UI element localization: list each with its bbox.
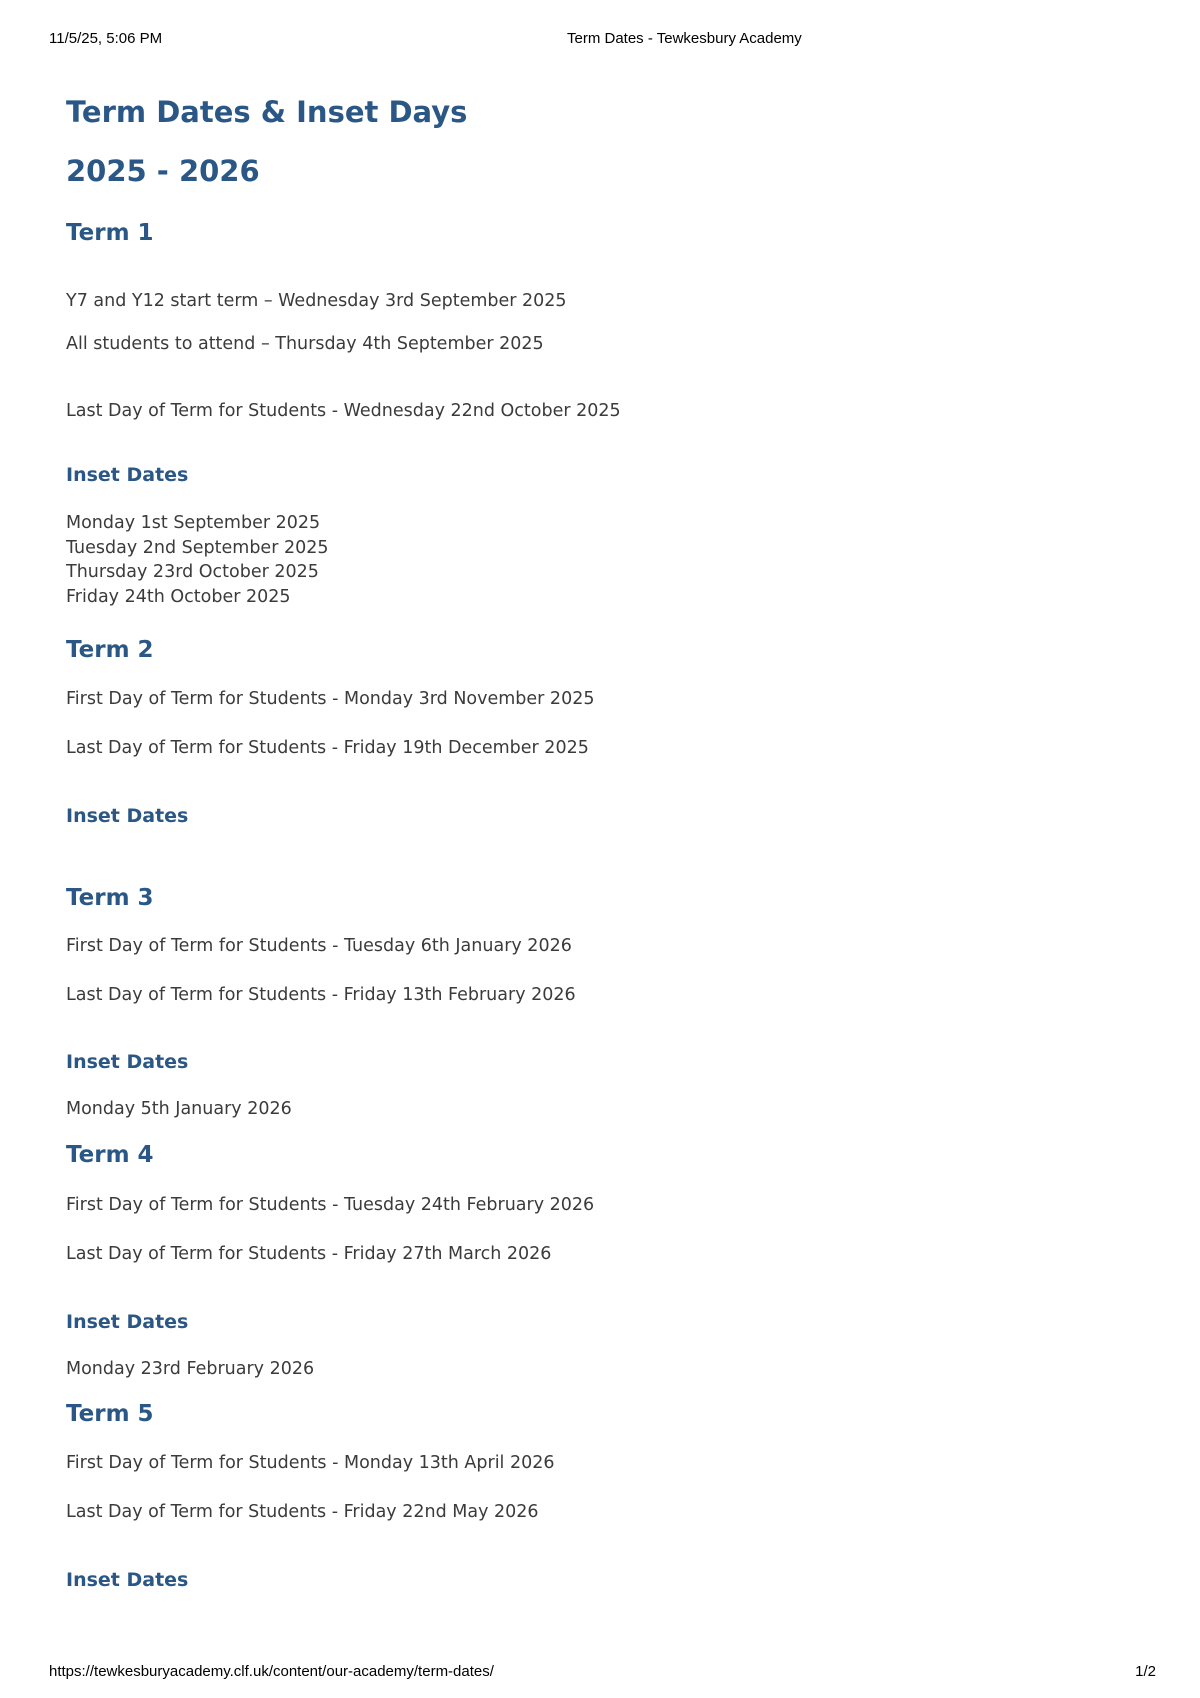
term-3-line: First Day of Term for Students - Tuesday 6th January 2026 bbox=[66, 936, 572, 956]
inset-date: Friday 24th October 2025 bbox=[66, 586, 291, 607]
term-1-inset-heading: Inset Dates bbox=[66, 464, 189, 486]
term-3-inset-dates bbox=[66, 1097, 1146, 1122]
term-2-line: First Day of Term for Students - Monday 3rd November 2025 bbox=[66, 689, 595, 709]
term-5-section bbox=[66, 1398, 1146, 1594]
term-5-line: Last Day of Term for Students - Friday 22nd May 2026 bbox=[66, 1502, 539, 1522]
term-4-line: First Day of Term for Students - Tuesday 24th February 2026 bbox=[66, 1194, 595, 1215]
inset-date: Tuesday 2nd September 2025 bbox=[66, 537, 329, 558]
term-4-inset-heading: Inset Dates bbox=[66, 1310, 189, 1333]
term-3-heading: Term 3 bbox=[66, 885, 154, 911]
term-3-line: Last Day of Term for Students - Friday 13th February 2026 bbox=[66, 985, 576, 1005]
term-5-line: First Day of Term for Students - Monday 13th April 2026 bbox=[66, 1453, 555, 1473]
inset-date: Thursday 23rd October 2025 bbox=[66, 562, 319, 582]
inset-date: Monday 1st September 2025 bbox=[66, 513, 321, 533]
term-4-line: Last Day of Term for Students - Friday 27th March 2026 bbox=[66, 1243, 552, 1264]
term-5-inset-heading: Inset Dates bbox=[66, 1569, 189, 1591]
term-1-section bbox=[66, 217, 1146, 609]
page-content bbox=[66, 92, 1146, 1594]
term-2-section bbox=[66, 634, 1146, 830]
term-1-line: Y7 and Y12 start term – Wednesday 3rd September 2025 bbox=[66, 291, 567, 311]
term-3-section bbox=[66, 882, 1146, 1122]
term-4-heading: Term 4 bbox=[66, 1141, 154, 1168]
inset-date: Monday 5th January 2026 bbox=[66, 1099, 292, 1119]
term-5-heading: Term 5 bbox=[66, 1401, 154, 1427]
page-title: Term Dates & Inset Days bbox=[66, 95, 468, 129]
term-1-heading: Term 1 bbox=[66, 220, 154, 246]
print-page-number: 1/2 bbox=[1135, 1663, 1156, 1680]
print-url[interactable]: https://tewkesburyacademy.clf.uk/content/our-academy/term-dates/ bbox=[49, 1663, 494, 1680]
term-2-inset-heading: Inset Dates bbox=[66, 805, 189, 827]
term-4-section bbox=[66, 1139, 1146, 1382]
term-1-line: All students to attend – Thursday 4th September 2025 bbox=[66, 334, 544, 354]
term-1-line: Last Day of Term for Students - Wednesday 22nd October 2025 bbox=[66, 401, 621, 421]
print-header bbox=[0, 30, 1200, 50]
print-datetime: 11/5/25, 5:06 PM bbox=[49, 30, 163, 47]
term-2-heading: Term 2 bbox=[66, 637, 154, 663]
term-3-inset-heading: Inset Dates bbox=[66, 1051, 189, 1073]
print-page-title: Term Dates - Tewkesbury Academy bbox=[567, 30, 802, 47]
inset-date: Monday 23rd February 2026 bbox=[66, 1358, 315, 1379]
academic-year-heading: 2025 - 2026 bbox=[66, 154, 260, 188]
term-1-inset-dates bbox=[66, 511, 1146, 609]
term-4-inset-dates bbox=[66, 1357, 1146, 1382]
print-footer bbox=[0, 1663, 1200, 1683]
term-2-line: Last Day of Term for Students - Friday 19th December 2025 bbox=[66, 738, 589, 758]
